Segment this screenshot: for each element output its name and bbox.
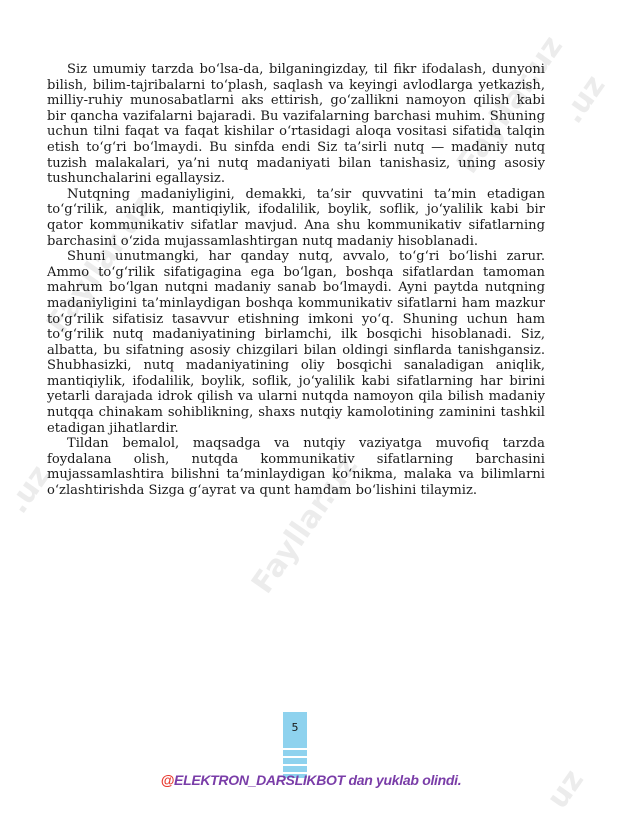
watermark-3: Fayllar.uz	[245, 449, 365, 601]
paragraph-1: Siz umumiy tarzda bo‘lsa-da, bilganingizday, til fikr ifodalash, dunyoni bilish, bilim-tajribalarni to‘plash, saqlash va keyingi avlodlarga yetkazish, milliy-ruhiy munosabatlarni aks ettirish, go‘zallikni namoyon qilish kabi bir qancha vazifalarni bajaradi. Bu vazifalarning barchasi muhim. Shuning uchun tilni faqat va faqat kishilar o‘rtasidagi aloqa vositasi sifatida talqin etish to‘g‘ri bo‘lmaydi. Bu sinfda endi Siz ta’sirli nutq — madaniy nutq tuzish malakalari, ya’ni nutq madaniyati bilan tanishasiz, uning asosiy tushunchalarini egallaysiz.	[47, 62, 545, 187]
watermark-1: Fayllar.uz	[450, 29, 570, 181]
watermark-4: .uz	[555, 68, 613, 131]
body-text	[47, 62, 545, 499]
paragraph-2: Nutqning madaniyligini, demakki, ta’sir quvvatini ta’min etadigan to‘g‘rilik, aniqlik, mantiqiylik, ifodalilik, boylik, soflik, jo‘yalilik kabi bir qator kommunikativ sifatlar mavjud. Ana shu kommunikativ sifatlarning barchasini o‘zida mujassamlashtirgan nutq madaniy hisoblanadi.	[47, 186, 545, 249]
watermark-6: uz	[540, 763, 591, 815]
footer-credit	[0, 772, 622, 788]
tab-stripe	[283, 764, 307, 766]
footer-at-sign: @	[160, 772, 175, 788]
watermark-5: .uz	[0, 458, 58, 521]
watermark-2: Fayllar.uz	[40, 189, 160, 341]
tab-stripe	[283, 756, 307, 758]
page-number-tab	[283, 712, 307, 778]
paragraph-4: Tildan bemalol, maqsadga va nutqiy vaziyatga muvofiq tarzda foydalana olish, nutqda kommunikativ sifatlarning barchasini mujassamlashtira bilishni ta’minlaydigan ko‘nikma, malaka va bilimlarni o‘zlashtirishda Sizga g‘ayrat va qunt hamdam bo‘lishini tilaymiz.	[47, 436, 545, 499]
paragraph-3: Shuni unutmangki, har qanday nutq, avvalo, to‘g‘ri bo‘lishi zarur. Ammo to‘g‘rilik sifatigagina ega bo‘lgan, boshqa sifatlardan tamoman mahrum bo‘lgan nutqni madaniy sanab bo‘lmaydi. Ayni paytda nutqning madaniyligini ta’minlaydigan boshqa kommunikativ sifatlarni ham mazkur to‘g‘rilik sifatisiz tasavvur etishning imkoni yo‘q. Shuning uchun ham to‘g‘rilik nutq madaniyatining birlamchi, ilk bosqichi hisoblanadi. Siz, albatta, bu sifatning asosiy chizgilari bilan oldingi sinflarda tanishgansiz. Shubhasizki, nutq madaniyatining oliy bosqichi sanaladigan aniqlik, mantiqiylik, ifodalilik, boylik, soflik, jo‘yalilik kabi sifatlarning har birini yetarli darajada idrok qilish va ularni nutqda namoyon qila bilish madaniy nutqqa chinakam sohiblikning, shaxs nutqiy kamolotining zaminini tashkil etadigan jihatlardir.	[47, 249, 545, 436]
tab-stripe	[283, 748, 307, 750]
page-number: 5	[291, 720, 299, 734]
footer-text: ELEKTRON_DARSLIKBOT dan yuklab olindi.	[174, 772, 462, 788]
